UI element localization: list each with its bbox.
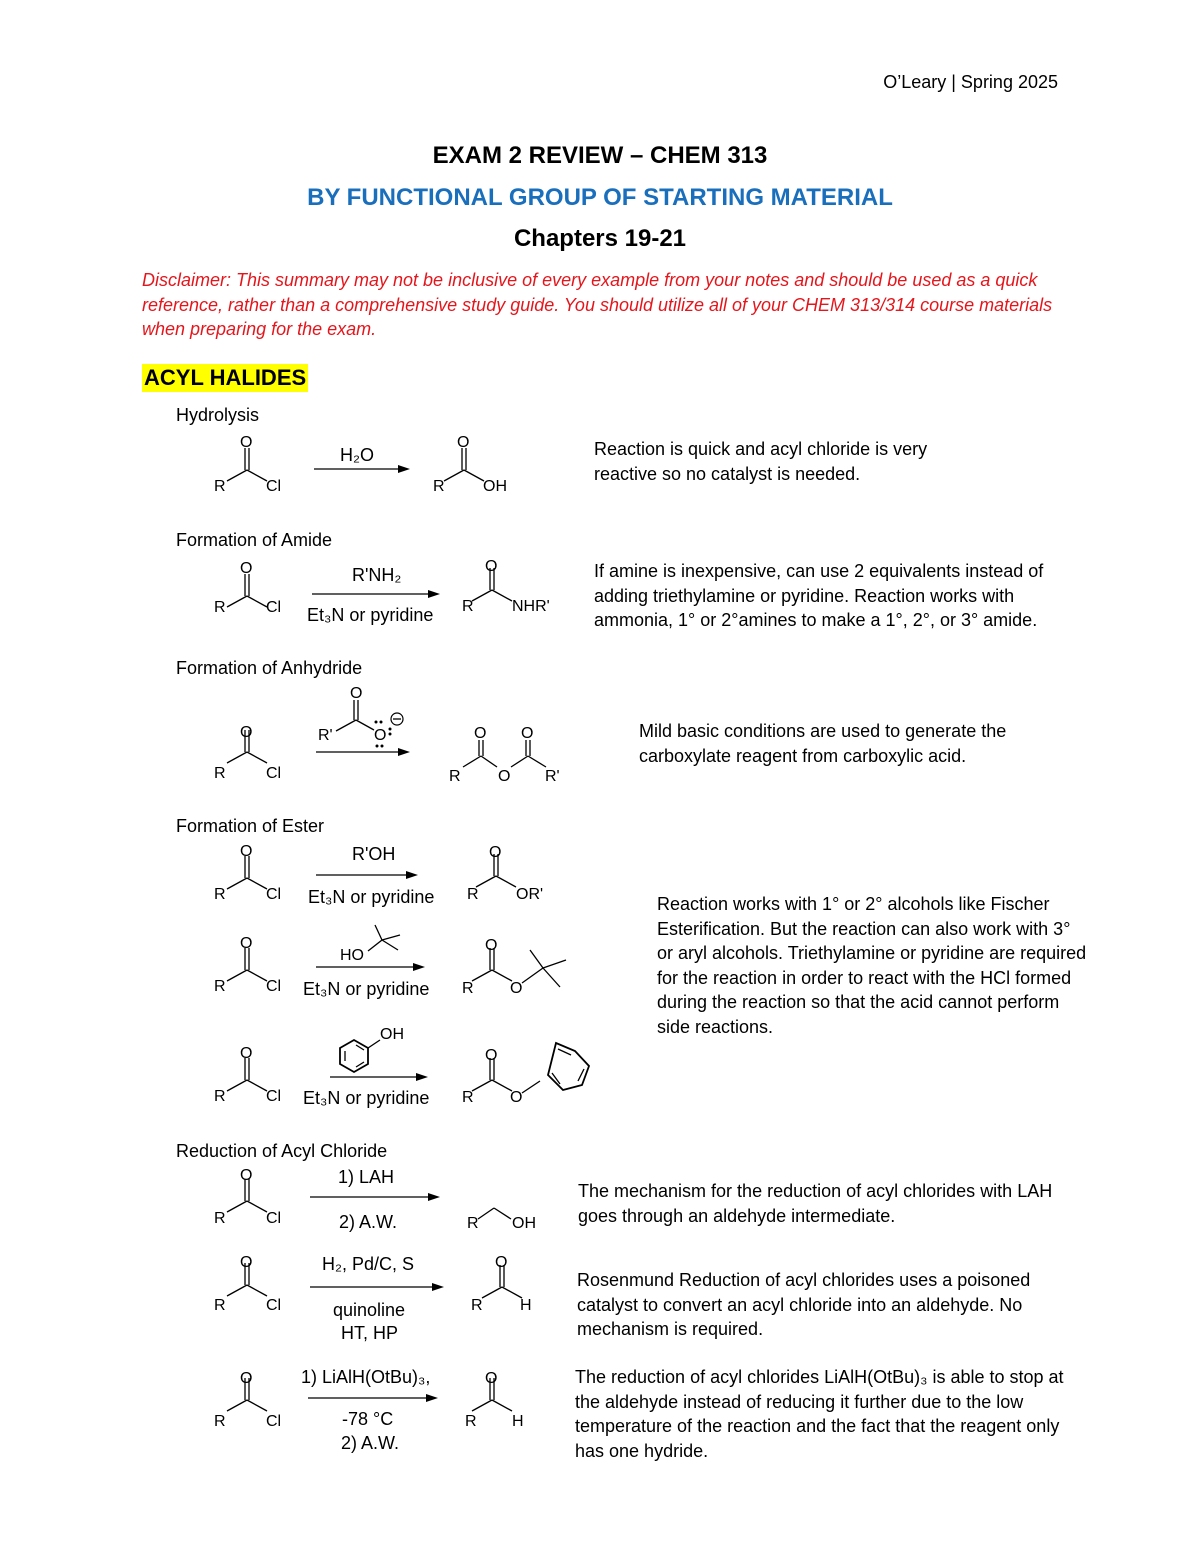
atom-rp: R': [318, 727, 333, 744]
atom-cl: Cl: [266, 1210, 282, 1227]
reagent-h2o: H₂O: [340, 445, 374, 465]
note-reduction-lah: The mechanism for the reduction of acyl chlorides with LAH goes through an aldehyde intermediate.: [578, 1181, 1053, 1226]
atom-o: O: [485, 1047, 498, 1064]
hydrolysis-scheme: [214, 434, 507, 495]
reaction-title-hydrolysis: Hydrolysis: [176, 405, 260, 425]
reduction-bulky-scheme: [214, 1367, 524, 1453]
reagent-amine: R'NH₂: [352, 565, 402, 585]
tert-butanol-reagent: [340, 925, 400, 964]
atom-r: R: [214, 1210, 226, 1227]
atom-o: O: [485, 1370, 498, 1387]
atom-r: R: [214, 1088, 226, 1105]
atom-orp: OR': [516, 886, 544, 903]
atom-o: O: [474, 725, 487, 742]
atom-r: R: [214, 765, 226, 782]
atom-r: R: [214, 478, 226, 495]
atom-o: O: [485, 937, 498, 954]
atom-o: O: [240, 935, 253, 952]
atom-r: R: [465, 1413, 477, 1430]
ester-scheme-tertiary: [214, 925, 566, 999]
atom-cl: Cl: [266, 1088, 282, 1105]
note-reduction-bulky: The reduction of acyl chlorides LiAlH(OtBu)₃ is able to stop at the aldehyde instead of reducing it further due to the low temperature of the reaction and the fact that the reagent only has one hydride.: [575, 1367, 1064, 1461]
reagent-temperature: -78 °C: [342, 1409, 394, 1429]
atom-cl: Cl: [266, 478, 282, 495]
disclaimer-text: Disclaimer: This summary may not be inclusive of every example from your notes and should be used as a quick reference, rather than a comprehensive study guide. You should utilize all of your CHEM 313/314 course materials when preparing for the exam.: [142, 270, 1053, 339]
atom-r: R: [471, 1297, 483, 1314]
atom-r: R: [449, 768, 461, 785]
atom-o: O: [240, 724, 253, 741]
carboxylate-reagent: [318, 685, 403, 748]
anhydride-product: [449, 725, 560, 785]
atom-o: O: [240, 560, 253, 577]
note-ester: Reaction works with 1° or 2° alcohols like Fischer Esterification. But the reaction can also work with 3° or aryl alcohols. Triethylamine or pyridine are required for the reaction in order to react with the HCl formed during the reaction so that the acid cannot perform side reactions.: [657, 894, 1087, 1037]
atom-cl: Cl: [266, 1413, 282, 1430]
reaction-title-anhydride: Formation of Anhydride: [176, 658, 363, 678]
atom-o: O: [350, 685, 363, 702]
atom-h: H: [512, 1413, 524, 1430]
note-reduction-rosenmund: Rosenmund Reduction of acyl chlorides uses a poisoned catalyst to convert an acyl chloride into an aldehyde. No mechanism is required.: [577, 1270, 1031, 1339]
section-heading-acyl-halides: ACYL HALIDES: [144, 365, 307, 390]
anhydride-scheme: [214, 685, 560, 785]
ester-scheme-phenol: [214, 1026, 589, 1108]
atom-o: O: [240, 1254, 253, 1271]
atom-o: O: [498, 768, 511, 785]
page-title: EXAM 2 REVIEW – CHEM 313: [432, 142, 768, 169]
atom-oh: OH: [483, 478, 507, 495]
reagent-quinoline: quinoline: [333, 1300, 406, 1320]
atom-o: O: [485, 558, 498, 575]
atom-rp: R': [545, 768, 560, 785]
reagent-lialh-otbu: 1) LiAlH(OtBu)₃,: [301, 1367, 431, 1387]
atom-o: O: [521, 725, 534, 742]
atom-oh: OH: [512, 1215, 536, 1232]
atom-r: R: [433, 478, 445, 495]
atom-r: R: [467, 1215, 479, 1232]
amide-scheme: [214, 558, 550, 625]
atom-o: O: [240, 1167, 253, 1184]
reaction-title-ester: Formation of Ester: [176, 816, 325, 836]
note-anhydride: Mild basic conditions are used to generate the carboxylate reagent from carboxylic acid.: [639, 721, 1007, 766]
atom-cl: Cl: [266, 978, 282, 995]
note-amide: If amine is inexpensive, can use 2 equivalents instead of adding triethylamine or pyridine. Reaction works with ammonia, 1° or 2°amines to make a 1°, 2°, or 3° amide.: [594, 561, 1044, 630]
header-course-term: O’Leary | Spring 2025: [883, 72, 1058, 92]
reduction-rosenmund-scheme: [214, 1254, 532, 1343]
reagent-base: Et₃N or pyridine: [307, 605, 434, 625]
atom-r: R: [462, 1089, 474, 1106]
atom-r: R: [214, 1297, 226, 1314]
reagent-alcohol: R'OH: [352, 844, 396, 864]
chapters-heading: Chapters 19-21: [513, 225, 687, 252]
atom-nhr: NHR': [512, 598, 550, 615]
atom-o: O: [240, 843, 253, 860]
atom-cl: Cl: [266, 765, 282, 782]
atom-h: H: [520, 1297, 532, 1314]
reagent-base: Et₃N or pyridine: [308, 887, 435, 907]
atom-o: O: [510, 980, 523, 997]
reagent-workup: 2) A.W.: [341, 1433, 400, 1453]
phenol-reagent: [340, 1026, 404, 1072]
atom-oh: OH: [380, 1026, 404, 1043]
page-subtitle: BY FUNCTIONAL GROUP OF STARTING MATERIAL: [307, 184, 893, 211]
atom-r: R: [462, 598, 474, 615]
reagent-workup: 2) A.W.: [339, 1212, 398, 1232]
atom-o: O: [510, 1089, 523, 1106]
reagent-base: Et₃N or pyridine: [303, 979, 430, 999]
atom-r: R: [467, 886, 479, 903]
atom-r: R: [214, 886, 226, 903]
ester-scheme-primary: [214, 843, 543, 907]
atom-cl: Cl: [266, 886, 282, 903]
reduction-lah-scheme: [214, 1167, 536, 1232]
atom-r: R: [214, 978, 226, 995]
reaction-title-reduction: Reduction of Acyl Chloride: [176, 1141, 388, 1161]
atom-ho: HO: [340, 947, 364, 964]
reagent-conditions: HT, HP: [341, 1323, 399, 1343]
atom-r: R: [462, 980, 474, 997]
atom-o: O: [457, 434, 470, 451]
atom-r: R: [214, 1413, 226, 1430]
reagent-h2-pdc: H₂, Pd/C, S: [322, 1254, 415, 1274]
note-hydrolysis: Reaction is quick and acyl chloride is very reactive so no catalyst is needed.: [594, 439, 928, 484]
atom-r: R: [214, 599, 226, 616]
atom-cl: Cl: [266, 599, 282, 616]
atom-o: O: [240, 1370, 253, 1387]
reagent-lah: 1) LAH: [338, 1167, 395, 1187]
atom-o: O: [489, 844, 502, 861]
atom-o: O: [240, 434, 253, 451]
atom-o: O: [495, 1254, 508, 1271]
atom-o: O: [240, 1045, 253, 1062]
atom-cl: Cl: [266, 1297, 282, 1314]
reaction-title-amide: Formation of Amide: [176, 530, 333, 550]
reagent-base: Et₃N or pyridine: [303, 1088, 430, 1108]
atom-o-minus: O: [374, 727, 387, 744]
